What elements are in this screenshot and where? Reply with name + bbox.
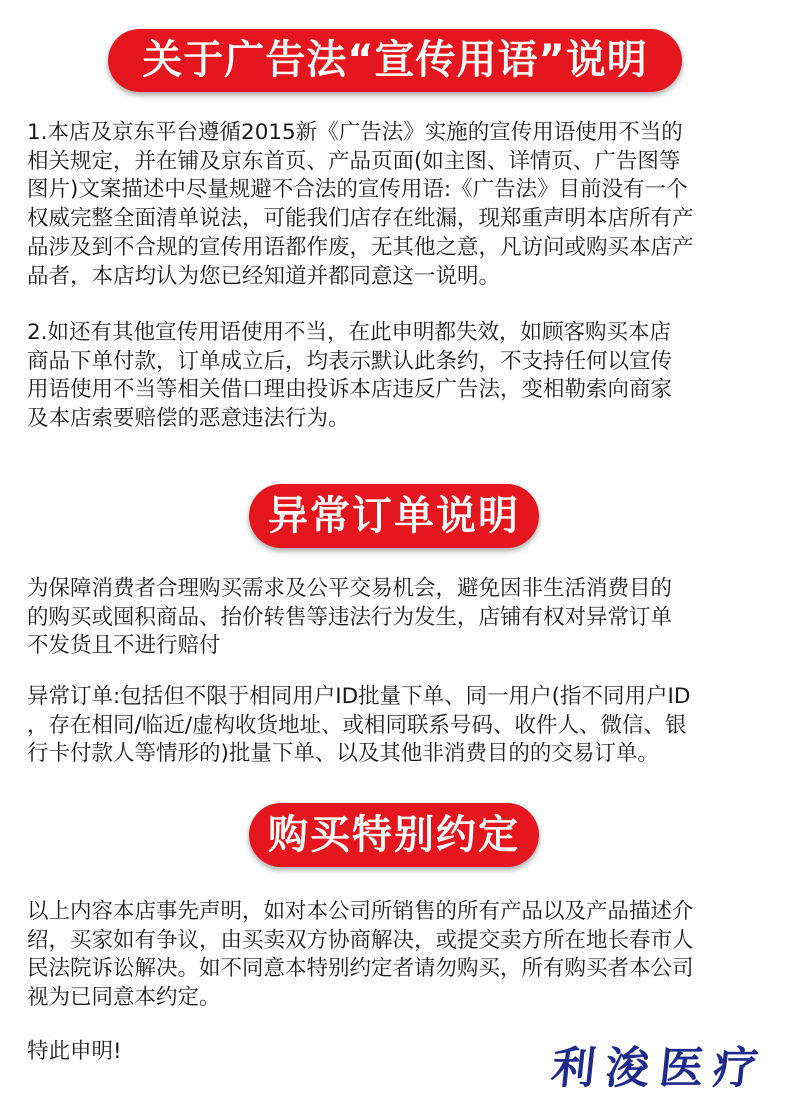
special-agreement-closing: 特此申明! [27,1039,122,1064]
ad-law-title-banner: 关于广告法“宣传用语”说明 [108,29,682,92]
abnormal-order-paragraph-2: 异常订单:包括但不限于相同用户ID批量下单、同一用户(指不同用户ID ，存在相同/临近/虚构收货地址、或相同联系号码、收件人、微信、银 行卡付款人等情形的)批量下单、以及其他非消费目的的交易订单。 [27,684,691,767]
ad-law-paragraph-1: 1.本店及京东平台遵循2015新《广告法》实施的宣传用语使用不当的 相关规定，并在铺及京东首页、产品页面(如主图、详情页、广告图等 图片)文案描述中尽量规避不合法的宣传用语:《广告法》目前没有一个 权威完整全面清单说法，可能我们店存在纰漏，现郑重声明本店所有产 品涉及到不合规的宣传用语都作废，无其他之意，凡访问或购买本店产 品者，本店均认为您已经知道并都同意这一说明。 [27,120,694,289]
abnormal-order-title-banner: 异常订单说明 [249,484,539,548]
special-agreement-paragraph-1: 以上内容本店事先声明，如对本公司所销售的所有产品以及产品描述介 绍，买家如有争议，由买卖双方协商解决，或提交卖方所在地长春市人 民法院诉讼解决。如不同意本特别约定者请勿购买，所有购买者本公司 视为已同意本约定。 [27,899,694,1011]
abnormal-order-paragraph-1: 为保障消费者合理购买需求及公平交易机会，避免因非生活消费目的 的购买或囤积商品、抬价转售等违法行为发生，店铺有权对异常订单 不发货且不进行赔付 [27,576,673,659]
brand-logo-text: 利浚医疗 [548,1043,771,1094]
ad-law-paragraph-2: 2.如还有其他宣传用语使用不当，在此申明都失效，如顾客购买本店 商品下单付款，订单成立后，均表示默认此条约，不支持任何以宣传 用语使用不当等相关借口理由投诉本店违反广告法，变相勒索向商家 及本店索要赔偿的恶意违法行为。 [27,320,673,432]
special-agreement-title-banner: 购买特别约定 [249,803,539,867]
